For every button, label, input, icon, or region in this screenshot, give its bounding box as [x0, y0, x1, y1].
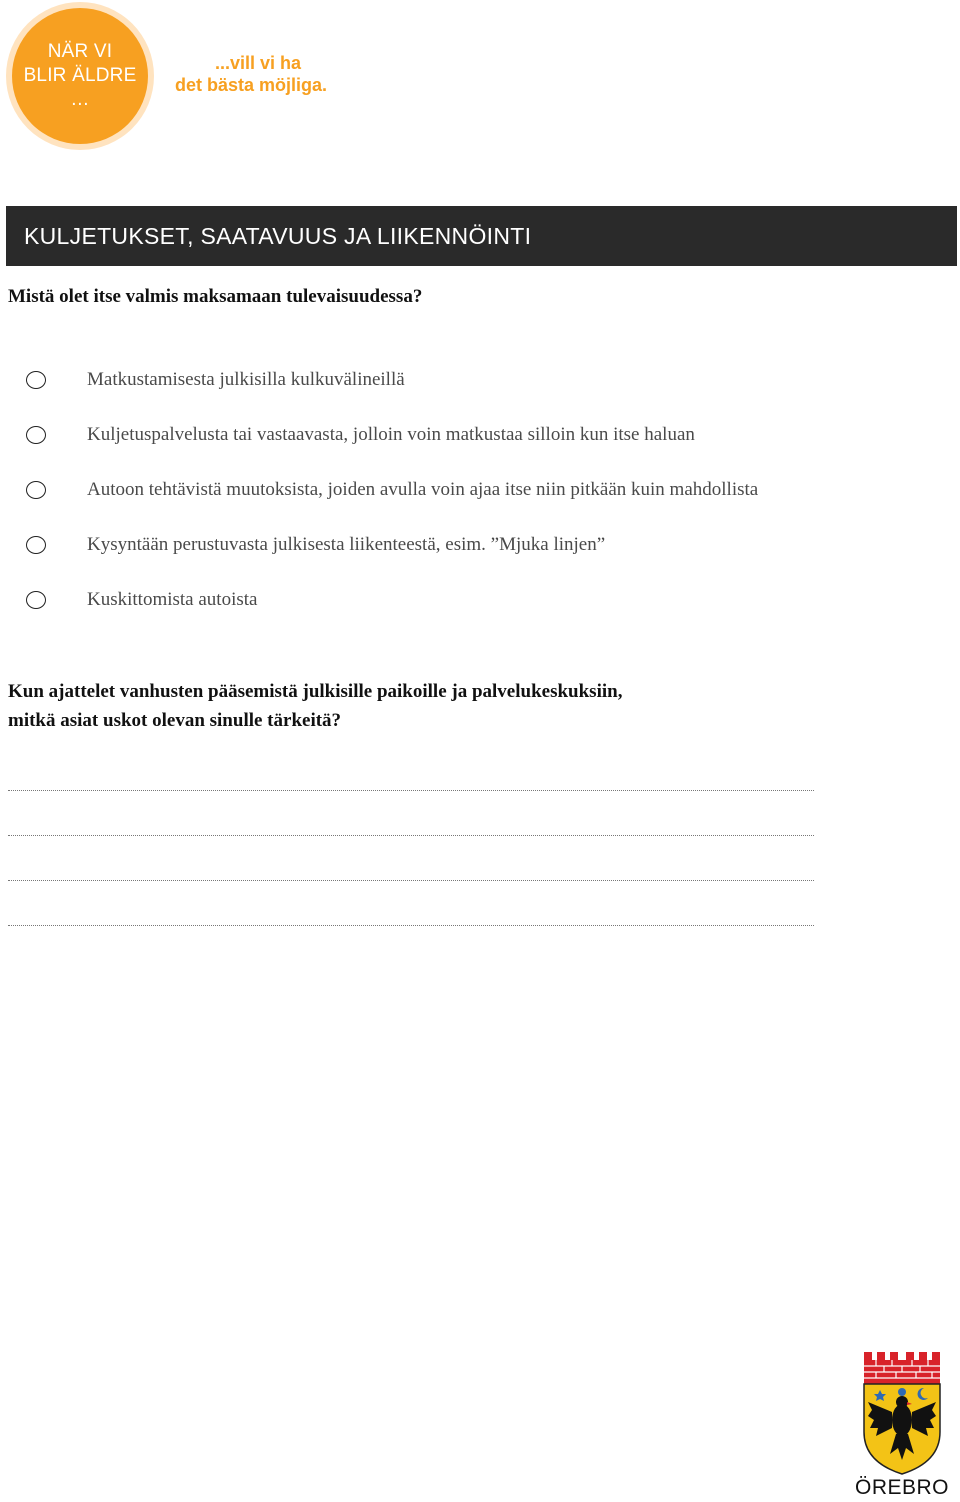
answer-line[interactable] — [8, 835, 814, 836]
question-2-line-1: Kun ajattelet vanhusten pääsemistä julkisille paikoille ja palvelukeskuksiin, — [8, 681, 623, 702]
option-item[interactable] — [26, 407, 926, 462]
option-item[interactable] — [26, 572, 926, 627]
city-name: ÖREBRO — [854, 1476, 949, 1499]
option-label: Autoon tehtävistä muutoksista, joiden avulla voin ajaa itse niin pitkään kuin mahdollista — [87, 478, 759, 500]
section-header-bar — [6, 206, 957, 266]
radio-circle-icon[interactable] — [26, 426, 46, 444]
option-item[interactable] — [26, 517, 926, 572]
logo-badge — [12, 8, 148, 144]
question-2-text — [8, 677, 908, 735]
logo-line-2: BLIR ÄLDRE — [23, 65, 137, 86]
option-label: Kuskittomista autoista — [87, 588, 258, 610]
option-item[interactable] — [26, 352, 926, 407]
answer-area[interactable] — [8, 790, 814, 970]
option-item[interactable] — [26, 462, 926, 517]
radio-circle-icon[interactable] — [26, 591, 46, 609]
tagline-line-1: ...vill vi ha — [215, 53, 302, 73]
logo-line-1: NÄR VI — [47, 41, 113, 62]
logo-line-3: … — [70, 89, 90, 110]
question-1-text: Mistä olet itse valmis maksamaan tulevaisuudessa? — [8, 286, 423, 307]
answer-line[interactable] — [8, 925, 814, 926]
radio-circle-icon[interactable] — [26, 536, 46, 554]
tagline-line-2: det bästa möjliga. — [175, 75, 328, 95]
option-label: Kysyntään perustuvasta julkisesta liikenteestä, esim. ”Mjuka linjen” — [87, 533, 606, 555]
radio-circle-icon[interactable] — [26, 481, 46, 499]
radio-circle-icon[interactable] — [26, 371, 46, 389]
tagline — [175, 52, 327, 96]
option-label: Matkustamisesta julkisilla kulkuvälineillä — [87, 368, 405, 390]
section-title: KULJETUKSET, SAATAVUUS JA LIIKENNÖINTI — [24, 222, 532, 249]
question-1-options — [26, 352, 926, 627]
option-label: Kuljetuspalvelusta tai vastaavasta, jolloin voin matkustaa silloin kun itse haluan — [87, 423, 695, 445]
answer-line[interactable] — [8, 880, 814, 881]
city-crest-icon — [856, 1350, 948, 1480]
question-2-line-2: mitkä asiat uskot olevan sinulle tärkeitä? — [8, 710, 342, 731]
answer-line[interactable] — [8, 790, 814, 791]
